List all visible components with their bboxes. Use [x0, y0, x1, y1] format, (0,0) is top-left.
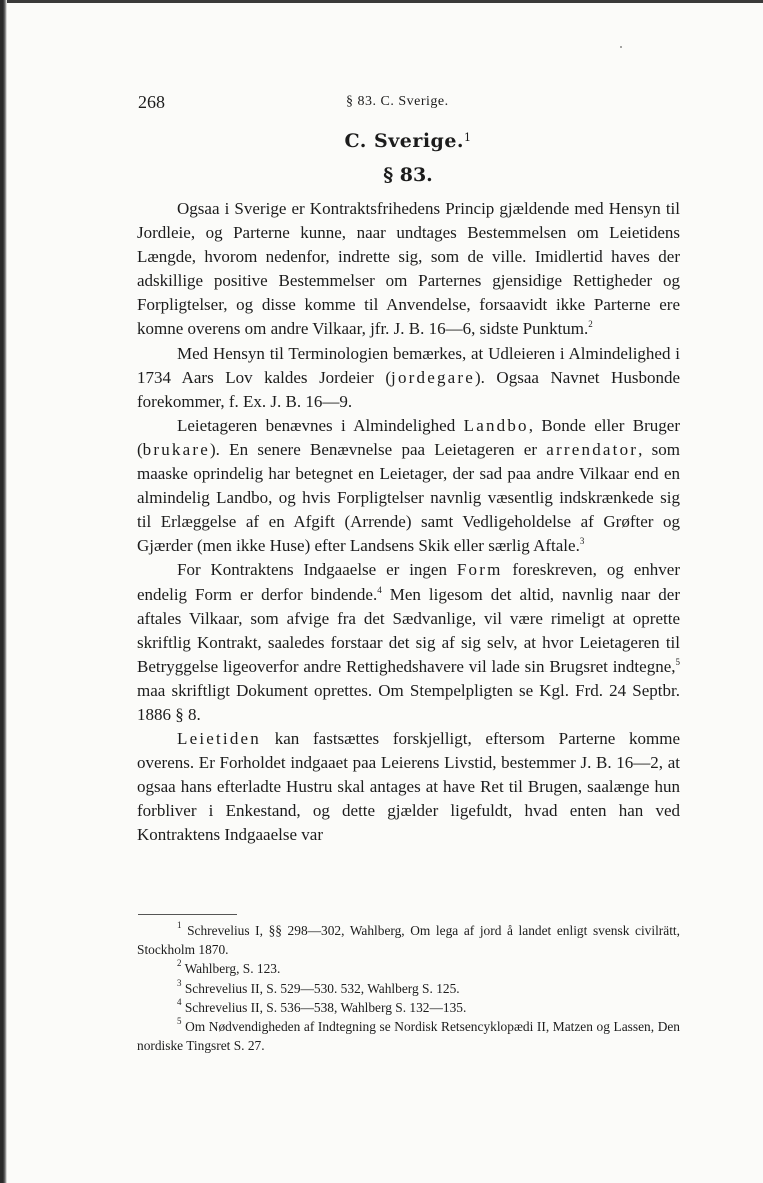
footnote-5	[137, 1017, 680, 1055]
paragraph-1: Ogsaa i Sverige er Kontraktsfrihedens Princip gjældende med Hensyn til Jordleie, og Parterne kunne, naar undtages Bestemmelsen om Leietidens Længde, hvorom nedenfor, indrette sig, som de ville. Imidlertid haves der adskillige positive Bestemmelser om Parternes gjensidige Rettigheder og Forpligtelser, og disse komme til Anvendelse, forsaavidt ikke Parterne ere komne overens om andre Vilkaar, jfr. J. B. 16—6, sidste Punktum.$^2$	[137, 199, 680, 339]
footnote-ref-4[interactable]: 4	[377, 584, 382, 595]
footnote-ref-3[interactable]: 3	[579, 536, 585, 547]
footnote-ref-1[interactable]: 1	[464, 131, 472, 144]
section-title-text: C. Sverige.	[344, 130, 465, 152]
footnote-4	[137, 998, 680, 1017]
spaced-term-form: Form	[456, 560, 503, 580]
footnote-text: Schrevelius II, S. 529—530. 532, Wahlberg S. 125.	[181, 980, 460, 996]
spaced-term-jordegare: jordegare	[391, 367, 475, 387]
spaced-term-leietiden: Leietiden	[177, 729, 261, 749]
spaced-term-brukare: brukare	[142, 439, 210, 459]
footnote-mark: 4	[177, 996, 182, 1007]
footnote-text: Om Nødvendigheden af Indtegning se Nordisk Retsencyklopædi II, Matzen og Lassen, Den nordiske Tingsret S. 27.	[137, 1019, 680, 1054]
paragraph-3: Leietageren benævnes i Almindelighed Landbo, Bonde eller Bruger (brukare). En senere Benævnelse paa Leietageren er arrendator, som maaske oprindelig har betegnet en Leietager, der sad paa andre Vilkaar end en almindelig Landbo, og hvis Forpligtelser navnlig væsentlig indskrænkede sig til Erlæggelse af en Afgift (Arrende) samt Vedligeholdelse af Grøfter og Gjærder (men ikke Huse) efter Landsens Skik eller særlig Aftale.$^3$	[137, 415, 680, 556]
body-text	[137, 197, 680, 848]
footnote-3	[137, 979, 680, 998]
footnote-rule	[138, 914, 237, 915]
section-title	[138, 130, 678, 152]
scan-left-edge	[0, 0, 7, 1183]
footnote-1	[137, 921, 680, 959]
footnote-ref-5[interactable]: 5	[675, 656, 680, 667]
footnote-text: Wahlberg, S. 123.	[181, 961, 281, 977]
page-header	[138, 92, 678, 114]
footnote-text: Schrevelius II, S. 536—538, Wahlberg S. 132—135.	[181, 999, 467, 1015]
footnote-text: Schrevelius I, §§ 298—302, Wahlberg, Om lega af jord å landet enligt svensk civilrätt, Stockholm 1870.	[137, 923, 680, 958]
footnote-mark: 3	[177, 977, 182, 988]
paragraph-4: For Kontraktens Indgaaelse er ingen Form foreskreven, og enhver endelig Form er derfor bindende.$^4$ Men ligesom det altid, navnlig naar der aftales Vilkaar, som afvige fra det Sædvanlige, vil være rimeligt at oprette skriftlig Kontrakt, saaledes forstaar det sig af sig selv, at hvor Leietageren til Betryggelse ligeoverfor andre Rettighedshavere vil lade sin Brugsret indtegne,$^5$ maa skriftligt Dokument oprettes. Om Stempelpligten se Kgl. Frd. 24 Septbr. 1886 § 8.	[137, 560, 680, 724]
running-head: § 83. C. Sverige.	[346, 94, 449, 109]
footnote-2	[137, 959, 680, 978]
footnote-mark: 5	[177, 1016, 182, 1027]
scan-top-edge	[0, 0, 763, 3]
paper-speck	[620, 46, 622, 48]
footnote-ref-2[interactable]: 2	[588, 319, 593, 330]
section-number: § 83.	[383, 164, 433, 186]
paragraph-5: Leietiden kan fastsættes forskjelligt, eftersom Parterne komme overens. Er Forholdet indgaaet paa Leierens Livstid, bestemmer J. B. 16—2, at ogsaa hans efterladte Hustru skal antages at have Ret til Brugen, saalænge hun forbliver i Enkestand, og dette gjælder ligefuldt, hvad enten han ved Kontraktens Indgaaelse var	[137, 729, 680, 845]
spaced-term-landbo: Landbo	[463, 415, 529, 435]
footnote-mark: 2	[177, 958, 182, 969]
spaced-term-arrendator: arrendator	[546, 439, 639, 459]
footnote-mark: 1	[177, 920, 182, 930]
page-number: 268	[138, 92, 165, 112]
footnotes	[137, 921, 680, 1055]
paragraph-2: Med Hensyn til Terminologien bemærkes, at Udleieren i Almindelighed i 1734 Aars Lov kaldes Jordeier (jordegare). Ogsaa Navnet Husbonde forekommer, f. Ex. J. B. 16—9.	[137, 343, 680, 411]
